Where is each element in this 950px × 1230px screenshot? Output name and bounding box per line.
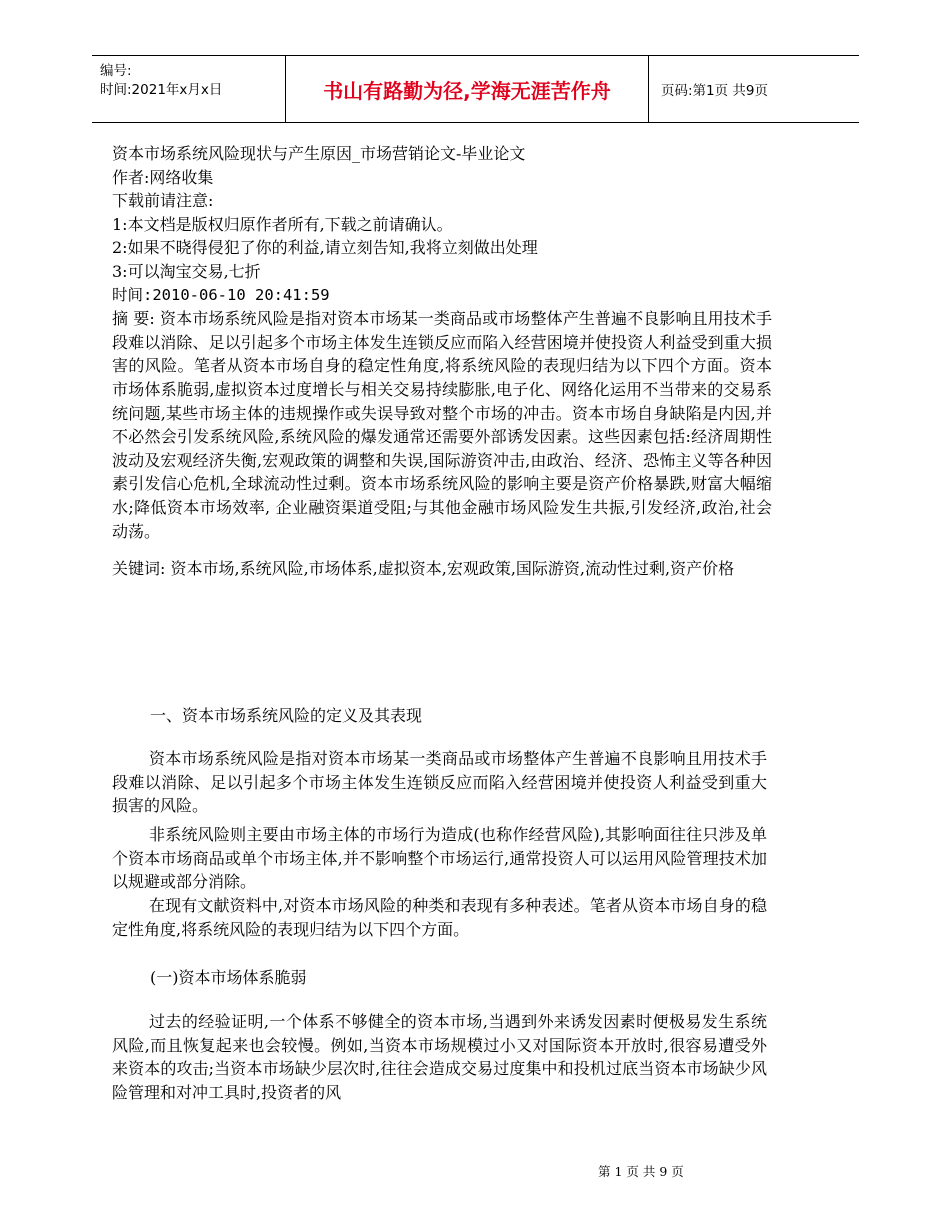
header-page-info: 页码:第1页 共9页 (661, 83, 769, 99)
paragraph-2: 非系统风险则主要由市场主体的市场行为造成(也称作经营风险),其影响面往往只涉及单个资本市场商品或单个市场主体,并不影响整个市场运行,通常投资人可以运用风险管理技术加以规避或部分消除。 (112, 825, 767, 892)
section-1-title: 一、资本市场系统风险的定义及其表现 (150, 706, 423, 725)
abstract: 摘 要: 资本市场系统风险是指对资本市场某一类商品或市场整体产生普遍不良影响且用技术手段难以消除、足以引起多个市场主体发生连锁反应而陷入经营困境并使投资人利益受到重大损害的风险。笔者从资本市场自身的稳定性角度,将系统风险的表现归结为以下四个方面。资本市场体系脆弱,虚拟资本过度增长与相关交易持续膨胀,电子化、网络化运用不当带来的交易系统问题,某些市场主体的违规操作或失误导致对整个市场的冲击。资本市场自身缺陷是内因,并不必然会引发系统风险,系统风险的爆发通常还需要外部诱发因素。这些因素包括:经济周期性波动及宏观经济失衡,宏观政策的调整和失误,国际游资冲击,由政治、经济、恐怖主义等各种因素引发信心危机,全球流动性过剩。资本市场系统风险的影响主要是资产价格暴跌,财富大幅缩水;降低资本市场效率, 企业融资渠道受阻;与其他金融市场风险发生共振,引发经济,政治,社会动荡。 (112, 309, 772, 541)
number-label: 编号: (100, 63, 132, 79)
notice-title: 下载前请注意: (112, 191, 214, 211)
doc-author: 作者:网络收集 (112, 167, 214, 187)
paragraph-3: 在现有文献资料中,对资本市场风险的种类和表现有多种表述。笔者从资本市场自身的稳定性角度,将系统风险的表现归结为以下四个方面。 (112, 896, 767, 939)
time-label: 时间:2021年x月x日 (100, 82, 223, 98)
header-table (92, 55, 859, 123)
paragraph-4: 过去的经验证明,一个体系不够健全的资本市场,当遇到外来诱发因素时便极易发生系统风险,而且恢复起来也会较慢。例如,当资本市场规模过小又对国际资本开放时,很容易遭受外来资本的攻击;当资本市场缺少层次时,往往会造成交易过度集中和投机过底当资本市场缺少风险管理和对冲工具时,投资者的风 (112, 1012, 767, 1102)
paragraph-1: 资本市场系统风险是指对资本市场某一类商品或市场整体产生普遍不良影响且用技术手段难以消除、足以引起多个市场主体发生连锁反应而陷入经营困境并使投资人利益受到重大损害的风险。 (112, 749, 767, 816)
notice-3: 3:可以淘宝交易,七折 (112, 261, 261, 281)
doc-title: 资本市场系统风险现状与产生原因_市场营销论文-毕业论文 (112, 144, 526, 163)
page-footer: 第 1 页 共 9 页 (598, 1164, 684, 1179)
header-motto: 书山有路勤为径,学海无涯苦作舟 (286, 56, 649, 122)
header-meta (92, 56, 286, 122)
time-line: 时间:2010-06-10 20:41:59 (112, 285, 330, 304)
notice-2: 2:如果不晓得侵犯了你的利益,请立刻告知,我将立刻做出处理 (112, 238, 538, 258)
subsection-1-title: (一)资本市场体系脆弱 (150, 968, 307, 987)
keywords: 关键词: 资本市场,系统风险,市场体系,虚拟资本,宏观政策,国际游资,流动性过剩,资产价格 (112, 559, 735, 579)
document-intro (112, 142, 772, 581)
notice-1: 1:本文档是版权归原作者所有,下载之前请确认。 (112, 214, 453, 234)
